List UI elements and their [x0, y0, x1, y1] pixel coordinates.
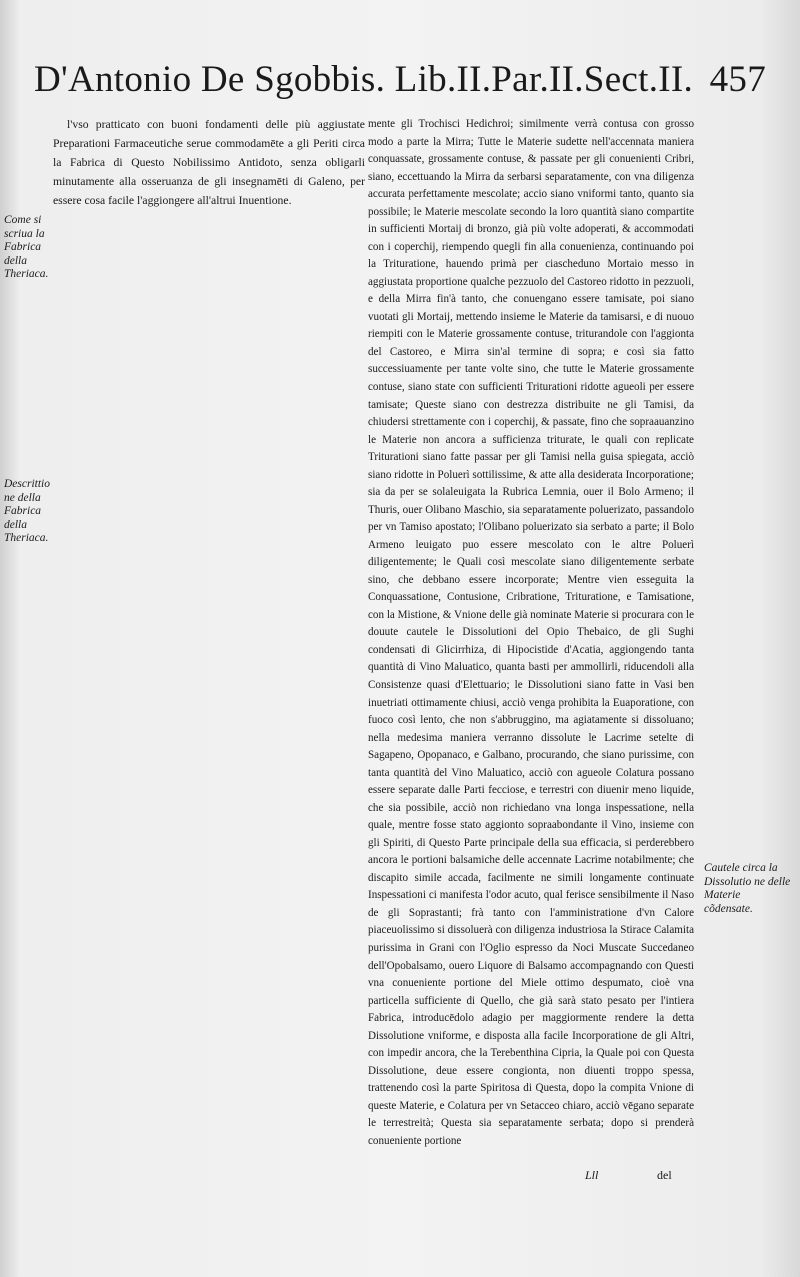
right-column-text: mente gli Trochisci Hedichroi; similmente verrà contusa con grosso modo a parte la Mirra; Tutte le Materie sudette nell'accennata maniera conquassate, grossamente contuse, & passate per gli conuenienti Cribri, siano, eccettuando la Mirra da serbarsi separatamente, con vna diligenza accurata perfettamente mescolate; accio siano vniformi tanto, quanto sia possibile; le Materie mescolate secondo la loro quantità siano compartite in sufficienti Mortaij di bronzo, già più volte adoperati, & accommodati con i coperchij, riempendo quegli fin alla conuenienza, continuando poi la Trituratione, hauendo primà per ciascheduno Mortaio messo in aggiustata proportione qualche pezzuolo del Castoreo ridotto in pezzuoli, e della Mirra fin'à tanto, che conuengano essere tamisate, poi siano vuotati gli Mortaij, mettendo insieme le Materie da tamisarsi, e di nuouo riempiti con le Materie grossamente contuse, triturandole con l'aggionta del Castoreo, e Mirra sin'al termine di sopra; e così sia fatto successiuamente per tante volte sino, che tutte le Materie grossamente contuse, siano state con sufficienti Triturationi ridotte agueoli per essere tamisate; Queste siano con destrezza distribuite ne gli Tamisi, da chiudersi strettamente con i coperchij, & passate, fino che sopraauanzino le Materie non ancora a sufficienza triturate, le quali con replicate Triturationi siano fatte passar per gli Tamisi nella guisa spiegata, acciò siano ridotte in Poluerì sottilissime, & atte alla desiderata Incorporatione; sia da per se solaleuigata la Rubrica Lemnia, ouer il Bolo Armeno; il Thuris, ouer Olibano Maschio, sia separatamente poluerizato, passandolo per vn Tamiso apostato; l'Olibano poluerizato sia serbato a parte; il Bolo Armeno leuigato puo essere mescolato con le altre Poluerì diligentemente; le Quali così mescolate siano diligentemente serbate sino, che debbano essere incorporate; Mentre vien esseguita la Conquassatione, Contusione, Cribratione, Trituratione, e Tamisatione, con la Mistione, & Vnione delle già nominate Materie si procurara con le douute cautele le Dissolutioni del Opio Thebaico, de gli Sughi condensati di Glicirrhiza, di Hipocistide d'Acatia, aggiongendo tanta quantità di Vino Maluatico, quanta basti per ammollirli, riducendoli alla Consistenze quasi d'Elettuario; le Dissolutioni siano fatte in Vasi ben inuetriati ottimamente chiusi, acciò venga prohibita la Euaporatione, con fuoco così lento, che non s'abbruggino, ma agiatamente si dissoluano; nella medesima maniera verranno dissolute le Lacrime setelte di Sagapeno, Opopanaco, e Galbano, procurando, che siano purissime, con tanta quantità del Vino Maluatico, acciò con agueole Colatura possano essere separate dalle Parti fecciose, e terrestri con diuenir meno liquide, che sia possibile, acciò non richiedano vna longa inspessatione, nella quale, mentre fosse stato aggionto sopraabondante il Vino, insieme con gli Spiriti, di Questo Parte principale della sua efficacia, si perderebbero ancora le portioni balsamiche delle accennate Lacrime notabilmente; che discapito simile accada, facilmente ne simili longamente continuate Inspessationi ci manifesta l'odor acuto, qual ferisce sensibilmente il Naso de gli Soprastanti; frà tanto con l'amministratione d'vn Calore piaceuolissimo si dissoluerà con diligenza industriosa la Stirace Calamita purissima in Grani con l'Oglio espresso da Noci Muscate Succedaneo dell'Opobalsamo, ouero Liquore di Balsamo accompagnando con Questi vna conueniente portione del Miele ottimo despumato, cioè vna particella sufficiente di Quello, che già sarà stato pesato per l'intiera Fabrica, introducēdolo adagio per maggiormente rendere la detta Dissolutione vniforme, e disposta alla facile Incorporatione de gli Altri, con impedir ancora, che la Terebenthina Cipria, la Quale poi con Questa Dissolutione, deue essere congionta, non diuenti troppo spessa, trattenendo così la parte Spiritosa di Questa, dopo la compita Vnione di queste Materie, e Colatura per vn Setacceo chiaro, acciò vēgano separate le terrestreità; Questa sia separatamente serbata; dopo si prenderà conueniente portione	[368, 118, 694, 1147]
right-column	[368, 116, 694, 1150]
left-column-text: l'vso pratticato con buoni fondamenti delle più aggiustate Preparationi Farmaceutiche serue commodamēte a gli Periti circa la Fabrica di Questo Nobilissimo Antidoto, senza obligarli minutamente alla osseruanza de gli insegnamēti di Galeno, per essere cosa facile l'aggiongere all'altrui Inuentione.	[53, 118, 365, 207]
signature-mark: Lll	[585, 1168, 599, 1182]
left-column	[53, 116, 365, 211]
page-number: 457	[709, 59, 766, 100]
catchword: del	[657, 1168, 672, 1182]
margin-note-right-1: Cautele circa la Dissolutio ne delle Materie cõdensate.	[704, 862, 791, 915]
margin-note-left-2: Descrittio ne della Fabrica della Theriaca.	[4, 478, 50, 544]
running-title: D'Antonio De Sgobbis. Lib.II.Par.II.Sect.II.	[34, 59, 694, 100]
margin-note-left-1: Come si scriua la Fabrica della Theriaca.	[4, 214, 49, 280]
running-header	[34, 58, 774, 110]
